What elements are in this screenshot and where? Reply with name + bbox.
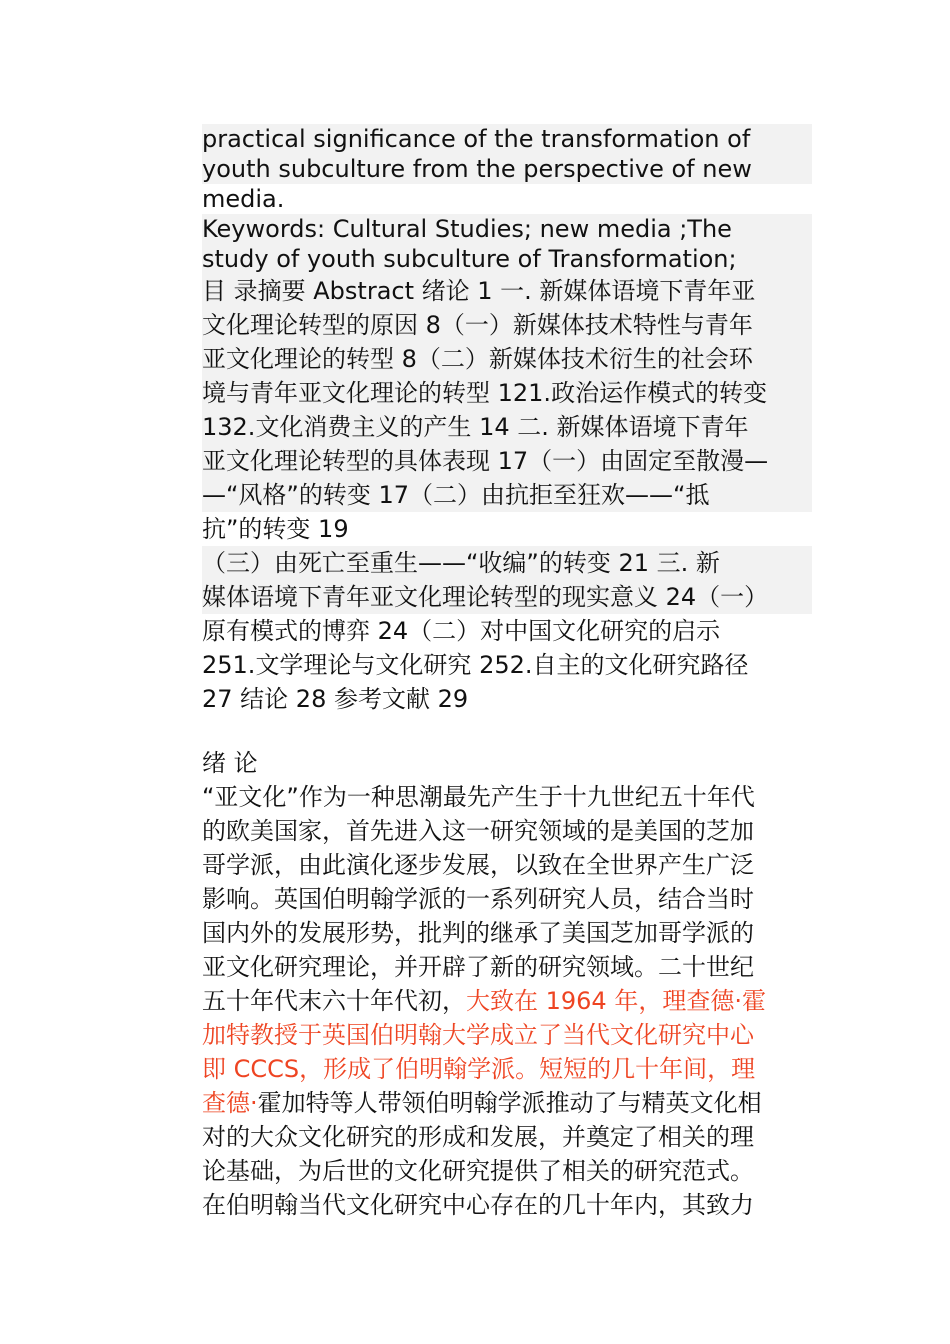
body-line: 国内外的发展形势，批判的继承了美国芝加哥学派的 (202, 919, 754, 947)
body-line (202, 1086, 812, 1120)
document-page (202, 124, 812, 1222)
body-line: 亚文化研究理论，并开辟了新的研究领域。二十世纪 (202, 953, 754, 981)
text-line: Keywords: Cultural Studies; new media ;The (202, 214, 812, 244)
highlighted-line: 加特教授于英国伯明翰大学成立了当代文化研究中心 (202, 1021, 754, 1049)
body-text: 霍加特等人带领伯明翰学派推动了与精英文化相 (257, 1089, 762, 1117)
toc-line: 251.文学理论与文化研究 252.自主的文化研究路径 (202, 651, 749, 679)
section-heading: 绪 论 (202, 749, 258, 777)
body-line: 在伯明翰当代文化研究中心存在的几十年内，其致力 (202, 1191, 754, 1219)
text-line: media. (202, 185, 285, 213)
toc-line: 境与青年亚文化理论的转型 121.政治运作模式的转变 (202, 376, 812, 410)
abstract-tail (202, 124, 812, 214)
text-line: practical significance of the transformation of (202, 124, 812, 154)
highlighted-text: 查德· (202, 1089, 258, 1117)
body-line: 的欧美国家，首先进入这一研究领域的是美国的芝加 (202, 817, 754, 845)
toc-line: 目 录摘要 Abstract 绪论 1 一. 新媒体语境下青年亚 (202, 274, 812, 308)
body-line: 哥学派，由此演化逐步发展，以致在全世界产生广泛 (202, 851, 754, 879)
body-text: 五十年代末六十年代初， (202, 987, 466, 1015)
toc-line: （三）由死亡至重生——“收编”的转变 21 三. 新 (202, 546, 812, 580)
table-of-contents (202, 274, 812, 716)
toc-line: 文化理论转型的原因 8（一）新媒体技术特性与青年 (202, 308, 812, 342)
highlighted-line: 即 CCCS，形成了伯明翰学派。短短的几十年间，理 (202, 1055, 756, 1083)
toc-line: —“风格”的转变 17（二）由抗拒至狂欢——“抵 (202, 478, 812, 512)
body-line: “亚文化”作为一种思潮最先产生于十九世纪五十年代 (202, 783, 755, 811)
keywords (202, 214, 812, 274)
toc-line: 132.文化消费主义的产生 14 二. 新媒体语境下青年 (202, 410, 812, 444)
body-line (202, 984, 812, 1018)
toc-line: 抗”的转变 19 (202, 515, 349, 543)
body-line: 论基础，为后世的文化研究提供了相关的研究范式。 (202, 1157, 754, 1185)
body-line: 影响。英国伯明翰学派的一系列研究人员，结合当时 (202, 885, 754, 913)
toc-line: 27 结论 28 参考文献 29 (202, 685, 469, 713)
toc-line: 亚文化理论的转型 8（二）新媒体技术衍生的社会环 (202, 342, 812, 376)
toc-line: 媒体语境下青年亚文化理论转型的现实意义 24（一） (202, 580, 812, 614)
intro-section (202, 746, 812, 1222)
body-line: 对的大众文化研究的形成和发展，并奠定了相关的理 (202, 1123, 754, 1151)
toc-line: 原有模式的博弈 24（二）对中国文化研究的启示 (202, 617, 721, 645)
highlighted-text: 大致在 1964 年，理查德·霍 (466, 987, 766, 1015)
text-line: study of youth subculture of Transformation; (202, 244, 812, 274)
toc-line: 亚文化理论转型的具体表现 17（一）由固定至散漫— (202, 444, 812, 478)
text-line: youth subculture from the perspective of new (202, 154, 812, 184)
